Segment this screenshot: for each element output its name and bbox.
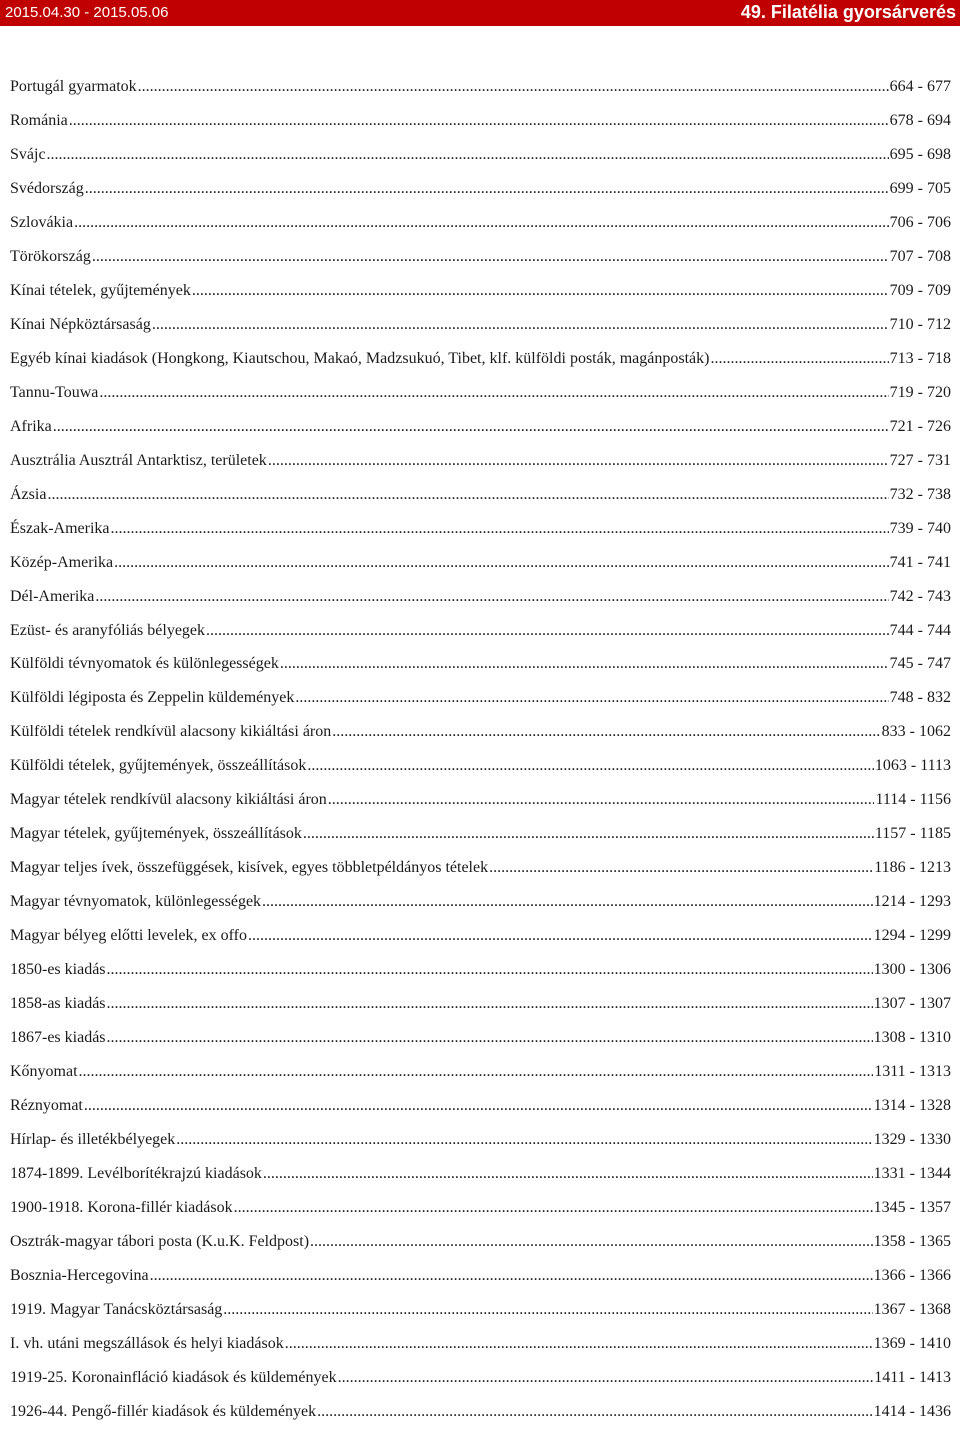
- toc-entry[interactable]: [10, 376, 951, 410]
- dot-leader: [107, 1021, 873, 1055]
- toc-entry[interactable]: [10, 546, 951, 580]
- toc-entry-pages: 1308 - 1310: [873, 1029, 951, 1047]
- dot-leader: [338, 1361, 874, 1395]
- dot-leader: [332, 715, 880, 749]
- dot-leader: [234, 1191, 873, 1225]
- dot-leader: [107, 953, 873, 987]
- toc-entry-pages: 710 - 712: [889, 315, 951, 333]
- toc-entry-label: Magyar tévnyomatok, különlegességek: [10, 893, 262, 911]
- toc-entry-label: Dél-Amerika: [10, 587, 95, 605]
- dot-leader: [95, 580, 888, 614]
- dot-leader: [114, 546, 889, 580]
- toc-entry-label: Szlovákia: [10, 213, 74, 231]
- dot-leader: [107, 987, 873, 1021]
- toc-entry-label: Magyar bélyeg előtti levelek, ex offo: [10, 927, 247, 945]
- toc-entry-label: I. vh. utáni megszállások és helyi kiadások: [10, 1334, 284, 1352]
- dot-leader: [92, 240, 889, 274]
- toc-entry[interactable]: [10, 342, 951, 376]
- dot-leader: [176, 1123, 872, 1157]
- toc-entry-label: 1900-1918. Korona-fillér kiadások: [10, 1198, 233, 1216]
- toc-entry-label: Ausztrália Ausztrál Antarktisz, területek: [10, 451, 267, 469]
- dot-leader: [138, 70, 889, 104]
- toc-entry-label: Külföldi tételek rendkívül alacsony kikiáltási áron: [10, 723, 332, 741]
- toc-entry[interactable]: [10, 783, 951, 817]
- toc-entry[interactable]: [10, 1021, 951, 1055]
- toc-entry-pages: 1369 - 1410: [873, 1334, 951, 1352]
- toc-entry[interactable]: [10, 1395, 951, 1429]
- toc-entry[interactable]: [10, 274, 951, 308]
- toc-entry[interactable]: [10, 1225, 951, 1259]
- toc-entry-pages: 1114 - 1156: [875, 791, 951, 809]
- dot-leader: [295, 681, 888, 715]
- toc-entry-label: Ázsia: [10, 485, 47, 503]
- toc-entry-pages: 742 - 743: [889, 587, 951, 605]
- dot-leader: [710, 342, 888, 376]
- dot-leader: [69, 104, 889, 138]
- toc-entry-label: Külföldi tételek, gyűjtemények, összeállítások: [10, 757, 307, 775]
- toc-entry-pages: 741 - 741: [889, 553, 951, 571]
- toc-entry-label: Közép-Amerika: [10, 553, 114, 571]
- document-title: 49. Filatélia gyorsárverés: [740, 2, 956, 22]
- toc-entry[interactable]: [10, 104, 951, 138]
- toc-entry-label: Magyar tételek, gyűjtemények, összeállítások: [10, 825, 302, 843]
- toc-entry-label: 1919-25. Koronainfláció kiadások és küldemények: [10, 1368, 337, 1386]
- dot-leader: [85, 172, 889, 206]
- toc-entry-label: Afrika: [10, 417, 52, 435]
- dot-leader: [489, 851, 873, 885]
- dot-leader: [206, 614, 889, 648]
- toc-entry-pages: 1063 - 1113: [874, 757, 951, 775]
- dot-leader: [99, 376, 888, 410]
- toc-entry-pages: 1157 - 1185: [874, 825, 951, 843]
- page-header: [0, 0, 960, 26]
- toc-entry-pages: 706 - 706: [889, 213, 951, 231]
- toc-entry-label: Bosznia-Hercegovina: [10, 1266, 149, 1284]
- toc-entry-pages: 664 - 677: [889, 78, 951, 95]
- toc-entry-pages: 1366 - 1366: [873, 1266, 951, 1284]
- dot-leader: [223, 1293, 872, 1327]
- toc-entry[interactable]: [10, 512, 951, 546]
- toc-entry-label: Észak-Amerika: [10, 519, 110, 537]
- toc-entry-label: 1926-44. Pengő-fillér kiadások és küldemények: [10, 1402, 317, 1420]
- toc-entry[interactable]: [10, 885, 951, 919]
- toc-entry-pages: 719 - 720: [889, 383, 951, 401]
- toc-entry-label: Törökország: [10, 247, 91, 265]
- toc-entry-label: 1874-1899. Levélborítékrajzú kiadások: [10, 1165, 262, 1182]
- toc-entry-label: Tannu-Touwa: [10, 383, 99, 401]
- toc-entry[interactable]: [10, 647, 951, 681]
- dot-leader: [79, 1055, 874, 1089]
- toc-entry[interactable]: [10, 715, 951, 749]
- toc-entry-pages: 748 - 832: [889, 689, 951, 707]
- dot-leader: [84, 1089, 873, 1123]
- toc-entry-pages: 1294 - 1299: [873, 927, 951, 945]
- toc-entry[interactable]: [10, 580, 951, 614]
- toc-entry[interactable]: [10, 172, 951, 206]
- toc-entry-label: 1858-as kiadás: [10, 995, 106, 1013]
- toc-entry-pages: 1186 - 1213: [874, 859, 951, 877]
- toc-entry-pages: 1314 - 1328: [873, 1097, 951, 1115]
- toc-entry-pages: 1214 - 1293: [873, 893, 951, 911]
- dot-leader: [307, 749, 873, 783]
- toc-entry-pages: 1414 - 1436: [873, 1402, 951, 1420]
- dot-leader: [248, 919, 873, 953]
- toc-entry[interactable]: [10, 1259, 951, 1293]
- toc-entry[interactable]: [10, 919, 951, 953]
- toc-entry[interactable]: [10, 240, 951, 274]
- dot-leader: [150, 1259, 873, 1293]
- toc-entry-pages: 739 - 740: [889, 519, 951, 537]
- toc-entry-label: Réznyomat: [10, 1097, 83, 1115]
- dot-leader: [310, 1225, 873, 1259]
- toc-entry-pages: 744 - 744: [889, 621, 951, 639]
- toc-entry-pages: 695 - 698: [889, 145, 951, 163]
- toc-entry[interactable]: [10, 614, 951, 648]
- dot-leader: [317, 1395, 873, 1429]
- toc-entry-label: Svájc: [10, 145, 46, 163]
- toc-entry-pages: 732 - 738: [889, 485, 951, 503]
- dot-leader: [262, 885, 873, 919]
- toc-entry-pages: 745 - 747: [889, 655, 951, 673]
- toc-entry-label: Külföldi tévnyomatok és különlegességek: [10, 655, 279, 673]
- toc-entry-label: 1867-es kiadás: [10, 1029, 106, 1047]
- toc-entry[interactable]: [10, 138, 951, 172]
- dot-leader: [280, 647, 889, 681]
- toc-entry[interactable]: [10, 1157, 951, 1191]
- toc-entry-label: Románia: [10, 111, 68, 129]
- toc-entry[interactable]: [10, 1293, 951, 1327]
- toc-entry-label: Magyar tételek rendkívül alacsony kikiáltási áron: [10, 791, 327, 809]
- toc-entry-label: Osztrák-magyar tábori posta (K.u.K. Feldpost): [10, 1232, 310, 1250]
- toc-entry-pages: 727 - 731: [889, 451, 951, 469]
- table-of-contents: [10, 70, 951, 1429]
- dot-leader: [192, 274, 889, 308]
- toc-entry[interactable]: [10, 1191, 951, 1225]
- toc-entry[interactable]: [10, 1361, 951, 1395]
- toc-entry-pages: 1367 - 1368: [873, 1300, 951, 1318]
- dot-leader: [263, 1157, 873, 1191]
- toc-entry-pages: 833 - 1062: [881, 723, 951, 741]
- toc-entry-label: Egyéb kínai kiadások (Hongkong, Kiautschou, Makaó, Madzsukuó, Tibet, klf. külföldi posták, magánposták): [10, 349, 710, 367]
- dot-leader: [303, 817, 874, 851]
- toc-entry-pages: 678 - 694: [889, 111, 951, 129]
- toc-entry[interactable]: [10, 478, 951, 512]
- dot-leader: [152, 308, 889, 342]
- toc-entry[interactable]: [10, 1055, 951, 1089]
- toc-entry-pages: 1329 - 1330: [873, 1131, 951, 1149]
- dot-leader: [47, 138, 889, 172]
- toc-entry-label: Svédország: [10, 179, 84, 197]
- dot-leader: [285, 1327, 873, 1361]
- dot-leader: [53, 410, 889, 444]
- toc-entry-pages: 721 - 726: [889, 417, 951, 435]
- toc-entry-pages: 1358 - 1365: [873, 1232, 951, 1250]
- toc-entry-label: Kínai tételek, gyűjtemények: [10, 281, 191, 299]
- dot-leader: [74, 206, 889, 240]
- toc-entry[interactable]: [10, 206, 951, 240]
- date-range: 2015.04.30 - 2015.05.06: [5, 4, 169, 21]
- toc-entry[interactable]: [10, 1327, 951, 1361]
- toc-entry-pages: 1311 - 1313: [874, 1063, 951, 1081]
- dot-leader: [111, 512, 889, 546]
- toc-entry[interactable]: [10, 749, 951, 783]
- toc-entry[interactable]: [10, 953, 951, 987]
- toc-entry[interactable]: [10, 681, 951, 715]
- toc-entry-pages: 699 - 705: [889, 179, 951, 197]
- toc-entry[interactable]: [10, 410, 951, 444]
- toc-entry[interactable]: [10, 851, 951, 885]
- toc-entry-pages: 1345 - 1357: [873, 1198, 951, 1216]
- toc-entry-pages: 1411 - 1413: [874, 1368, 951, 1386]
- toc-entry[interactable]: [10, 1123, 951, 1157]
- toc-entry-label: Hírlap- és illetékbélyegek: [10, 1131, 176, 1149]
- toc-entry-label: Kőnyomat: [10, 1063, 78, 1081]
- toc-entry[interactable]: [10, 1089, 951, 1123]
- toc-entry-pages: 1300 - 1306: [873, 961, 951, 979]
- toc-entry-label: Portugál gyarmatok: [10, 78, 137, 95]
- toc-entry-label: Külföldi légiposta és Zeppelin küldemények: [10, 689, 295, 707]
- toc-entry-pages: 1331 - 1344: [873, 1165, 951, 1182]
- toc-entry[interactable]: [10, 987, 951, 1021]
- toc-entry[interactable]: [10, 817, 951, 851]
- toc-entry-label: 1850-es kiadás: [10, 961, 106, 979]
- toc-entry-pages: 1307 - 1307: [873, 995, 951, 1013]
- toc-entry[interactable]: [10, 70, 951, 104]
- toc-entry-pages: 709 - 709: [889, 281, 951, 299]
- toc-entry-label: Magyar teljes ívek, összefüggések, kisívek, egyes többletpéldányos tételek: [10, 859, 489, 877]
- toc-entry[interactable]: [10, 444, 951, 478]
- toc-entry-label: Ezüst- és aranyfóliás bélyegek: [10, 621, 206, 639]
- dot-leader: [328, 783, 875, 817]
- dot-leader: [47, 478, 888, 512]
- toc-entry-label: 1919. Magyar Tanácsköztársaság: [10, 1300, 223, 1318]
- toc-entry-label: Kínai Népköztársaság: [10, 315, 151, 333]
- toc-entry-pages: 713 - 718: [889, 349, 951, 367]
- dot-leader: [268, 444, 889, 478]
- toc-entry-pages: 707 - 708: [889, 247, 951, 265]
- toc-entry[interactable]: [10, 308, 951, 342]
